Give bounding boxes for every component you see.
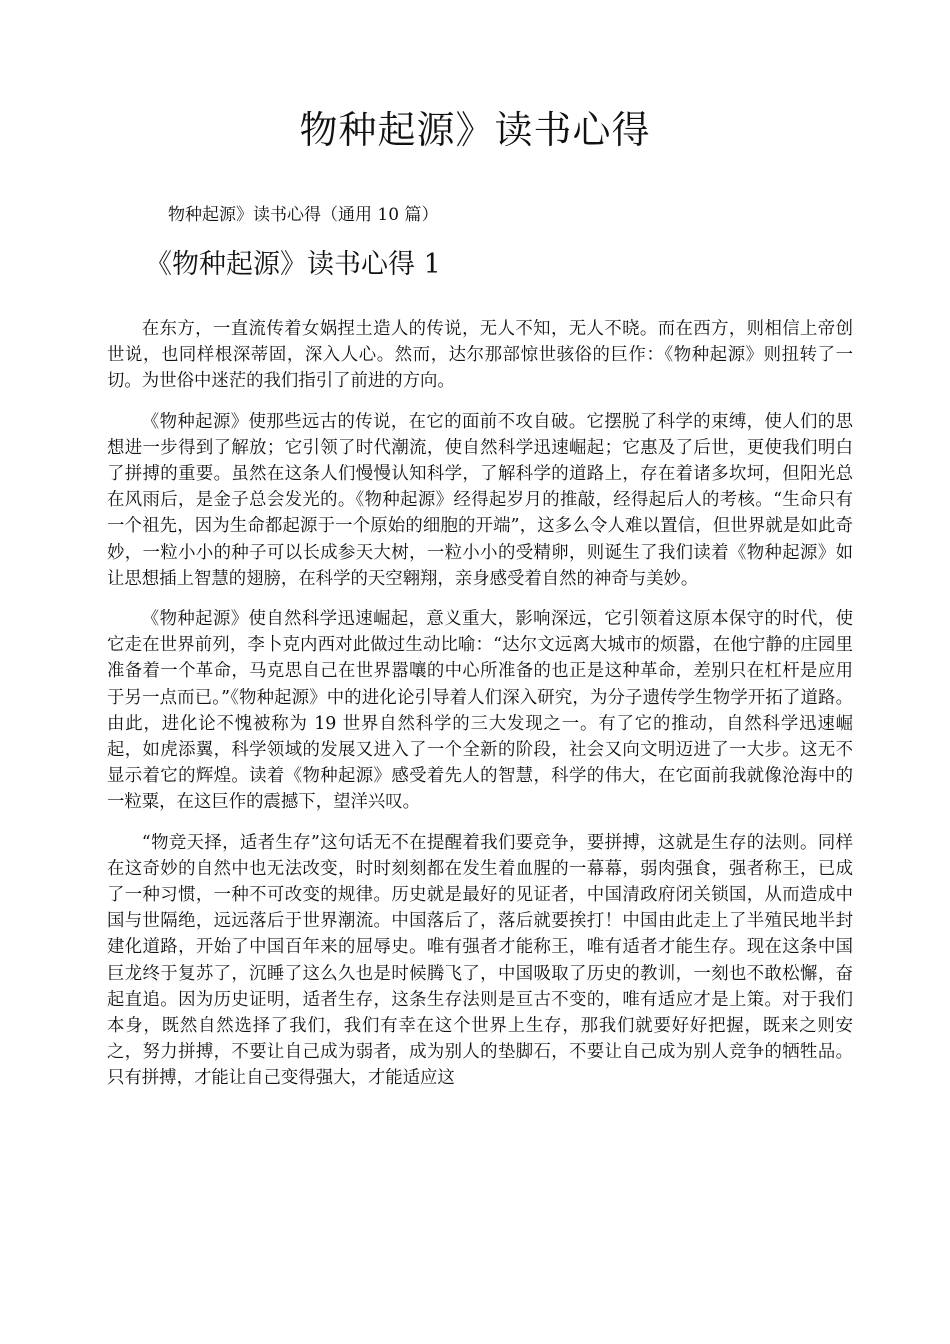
body-paragraph: 《物种起源》使自然科学迅速崛起，意义重大，影响深远，它引领着这原本保守的时代，使它走在世界前列，李卜克内西对此做过生动比喻：“达尔文远离大城市的烦嚣，在他宁静的庄园里准备着一个革命，马克思自己在世界嚣嚷的中心所准备的也正是这种革命，差别只在杠杆是应用于另一点而已。”《物种起源》中的进化论引导着人们深入研究，为分子遗传学生物学开拓了道路。由此，进化论不愧被称为 19 世界自然科学的三大发现之一。有了它的推动，自然科学迅速崛起，如虎添翼，科学领域的发展又进入了一个全新的阶段，社会又向文明迈进了一大步。这无不显示着它的辉煌。读着《物种起源》感受着先人的智慧，科学的伟大，在它面前我就像沧海中的一粒粟，在这巨作的震撼下，望洋兴叹。 — [107, 609, 853, 813]
body-paragraph: 《物种起源》使那些远古的传说，在它的面前不攻自破。它摆脱了科学的束缚，使人们的思想进一步得到了解放；它引领了时代潮流，使自然科学迅速崛起；它惠及了后世，更使我们明白了拼搏的重要。虽然在这条人们慢慢认知科学，了解科学的道路上，存在着诸多坎坷，但阳光总在风雨后，是金子总会发光的。《物种起源》经得起岁月的推敲，经得起后人的考核。“生命只有一个祖先，因为生命都起源于一个原始的细胞的开端”，这多么令人难以置信，但世界就是如此奇妙，一粒小小的种子可以长成参天大树，一粒小小的受精卵，则诞生了我们读着《物种起源》如让思想插上智慧的翅膀，在科学的天空翱翔，亲身感受着自然的神奇与美妙。 — [107, 411, 853, 589]
body-paragraph: 在东方，一直流传着女娲捏土造人的传说，无人不知，无人不晓。而在西方，则相信上帝创世说，也同样根深蒂固，深入人心。然而，达尔那部惊世骇俗的巨作：《物种起源》则扭转了一切。为世俗中迷茫的我们指引了前进的方向。 — [107, 319, 853, 392]
document-title: 物种起源》读书心得 — [299, 108, 651, 152]
section-heading: 《物种起源》读书心得 1 — [145, 249, 441, 280]
body-paragraph: “物竞天择，适者生存”这句话无不在提醒着我们要竞争，要拼搏，这就是生存的法则。同样在这奇妙的自然中也无法改变，时时刻刻都在发生着血腥的一幕幕，弱肉强食，强者称王，已成了一种习惯，一种不可改变的规律。历史就是最好的见证者，中国清政府闭关锁国，从而造成中国与世隔绝，远远落后于世界潮流。中国落后了，落后就要挨打！中国由此走上了半殖民地半封建化道路，开始了中国百年来的屈辱史。唯有强者才能称王，唯有适者才能生存。现在这条中国巨龙终于复苏了，沉睡了这么久也是时候腾飞了，中国吸取了历史的教训，一刻也不敢松懈，奋起直追。因为历史证明，适者生存，这条生存法则是亘古不变的，唯有适应才是上策。对于我们本身，既然自然选择了我们，我们有幸在这个世界上生存，那我们就要好好把握，既来之则安之，努力拼搏，不要让自己成为弱者，成为别人的垫脚石，不要让自己成为别人竞争的牺牲品。只有拼搏，才能让自己变得强大，才能适应这 — [107, 832, 853, 1089]
document-subtitle: 物种起源》读书心得（通用 10 篇） — [168, 205, 439, 225]
document-body — [107, 316, 853, 1106]
